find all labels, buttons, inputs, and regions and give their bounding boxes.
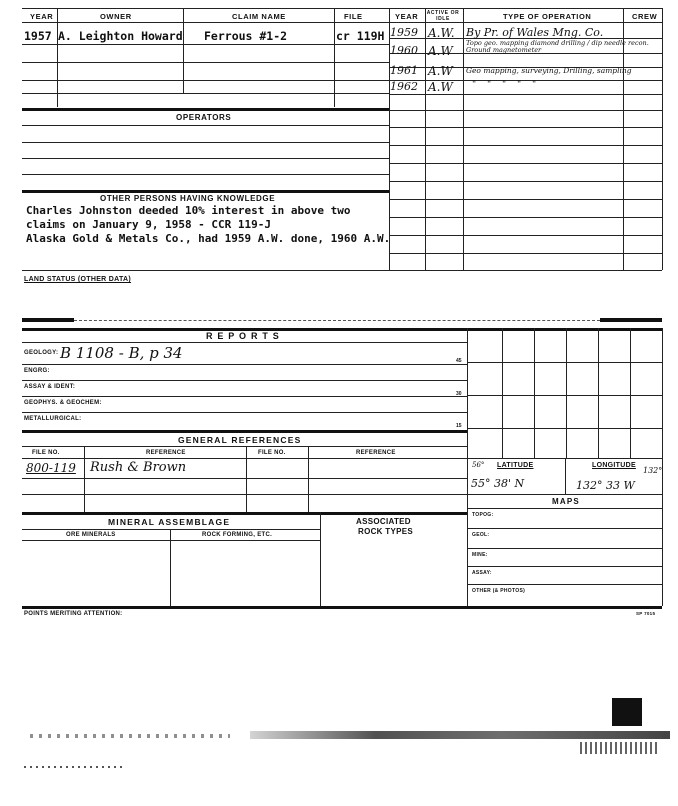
assay-label: ASSAY & IDENT: [24,384,76,390]
operation-year-1: 1959 [390,26,418,39]
operation-type-1: By Pr. of Wales Mng. Co. [466,26,604,39]
maps-mine: MINE: [472,552,488,558]
operation-year-3: 1961 [390,64,418,77]
header-claim-name: CLAIM NAME [232,12,286,21]
maps-other: OTHER (& PHOTOS) [472,588,526,594]
operation-type-4: " " " " " [472,80,541,90]
operation-status-2: A.W [428,44,453,58]
longitude-value: 132° 33 W [576,479,635,492]
other-persons-line-2: claims on January 9, 1958 - CCR 119-J [26,218,272,231]
other-persons-title: OTHER PERSONS HAVING KNOWLEDGE [100,194,276,203]
col-file-no-2: FILE NO. [258,450,286,456]
header-crew: CREW [632,12,658,21]
mineral-assemblage-title: MINERAL ASSEMBLAGE [108,517,231,527]
operation-year-2: 1960 [390,44,418,57]
col-reference-2: REFERENCE [356,450,396,456]
engrg-label: ENGRG: [24,368,50,374]
rock-types-label: ROCK TYPES [358,527,414,536]
col-file-no: FILE NO. [32,450,60,456]
general-references-title: GENERAL REFERENCES [178,435,302,445]
operation-status-1: A.W. [428,26,455,40]
other-persons-line-3: Alaska Gold & Metals Co., had 1959 A.W. done, 1960 A.W. [26,232,391,245]
header-active-idle: ACTIVE OR IDLE [426,10,460,22]
latitude-value: 55° 38' N [471,477,525,490]
maps-topog: TOPOG: [472,512,494,518]
maps-geol: GEOL: [472,532,490,538]
other-persons-line-1: Charles Johnston deeded 10% interest in above two [26,204,351,217]
reports-title: R E P O R T S [206,331,280,341]
reference-value: Rush & Brown [90,460,187,475]
associated-label: ASSOCIATED [356,517,411,526]
form-number: SP 7015 [636,611,656,616]
maps-title: MAPS [552,497,580,506]
header-owner: OWNER [100,12,132,21]
longitude-label: LONGITUDE [592,462,636,469]
points-meriting-label: POINTS MERITING ATTENTION: [24,611,123,617]
reports-num-45: 45 [456,358,462,364]
reports-num-15: 15 [456,423,462,429]
geology-label: GEOLOGY: [24,350,59,356]
claim-year: 1957 [24,29,52,43]
reports-num-30: 30 [456,391,462,397]
claim-name: Ferrous #1-2 [204,29,288,43]
operation-status-4: A.W [428,80,453,94]
claim-owner: A. Leighton Howard [58,29,183,43]
geology-value: B 1108 - B, p 34 [60,344,183,362]
operation-type-3: Geo mapping, surveying, Drilling, sampling [466,66,632,75]
longitude-suffix: 132° [643,466,663,475]
geophys-label: GEOPHYS. & GEOCHEM: [24,400,102,406]
latitude-label: LATITUDE [497,462,534,469]
header-year: YEAR [30,12,54,21]
metallurgical-label: METALLURGICAL: [24,416,82,422]
claim-file: cr 119H [336,29,385,43]
operators-title: OPERATORS [176,113,232,122]
header-type-of-operation: TYPE OF OPERATION [503,12,592,21]
col-reference: REFERENCE [146,450,186,456]
header-year-2: YEAR [395,12,419,21]
reference-file-no: 800-119 [26,461,76,475]
maps-assay: ASSAY: [472,570,492,576]
latitude-prefix: 56° [472,461,485,469]
operation-status-3: A.W [428,64,453,78]
operation-year-4: 1962 [390,80,418,93]
operation-type-2: Topo geo. mapping diamond drilling / dip needle recon. Ground magnetometer [466,39,649,54]
ore-minerals-label: ORE MINERALS [66,532,116,538]
land-status-label: LAND STATUS (OTHER DATA) [24,276,132,283]
rock-forming-label: ROCK FORMING, ETC. [202,532,273,538]
header-file: FILE [344,12,363,21]
